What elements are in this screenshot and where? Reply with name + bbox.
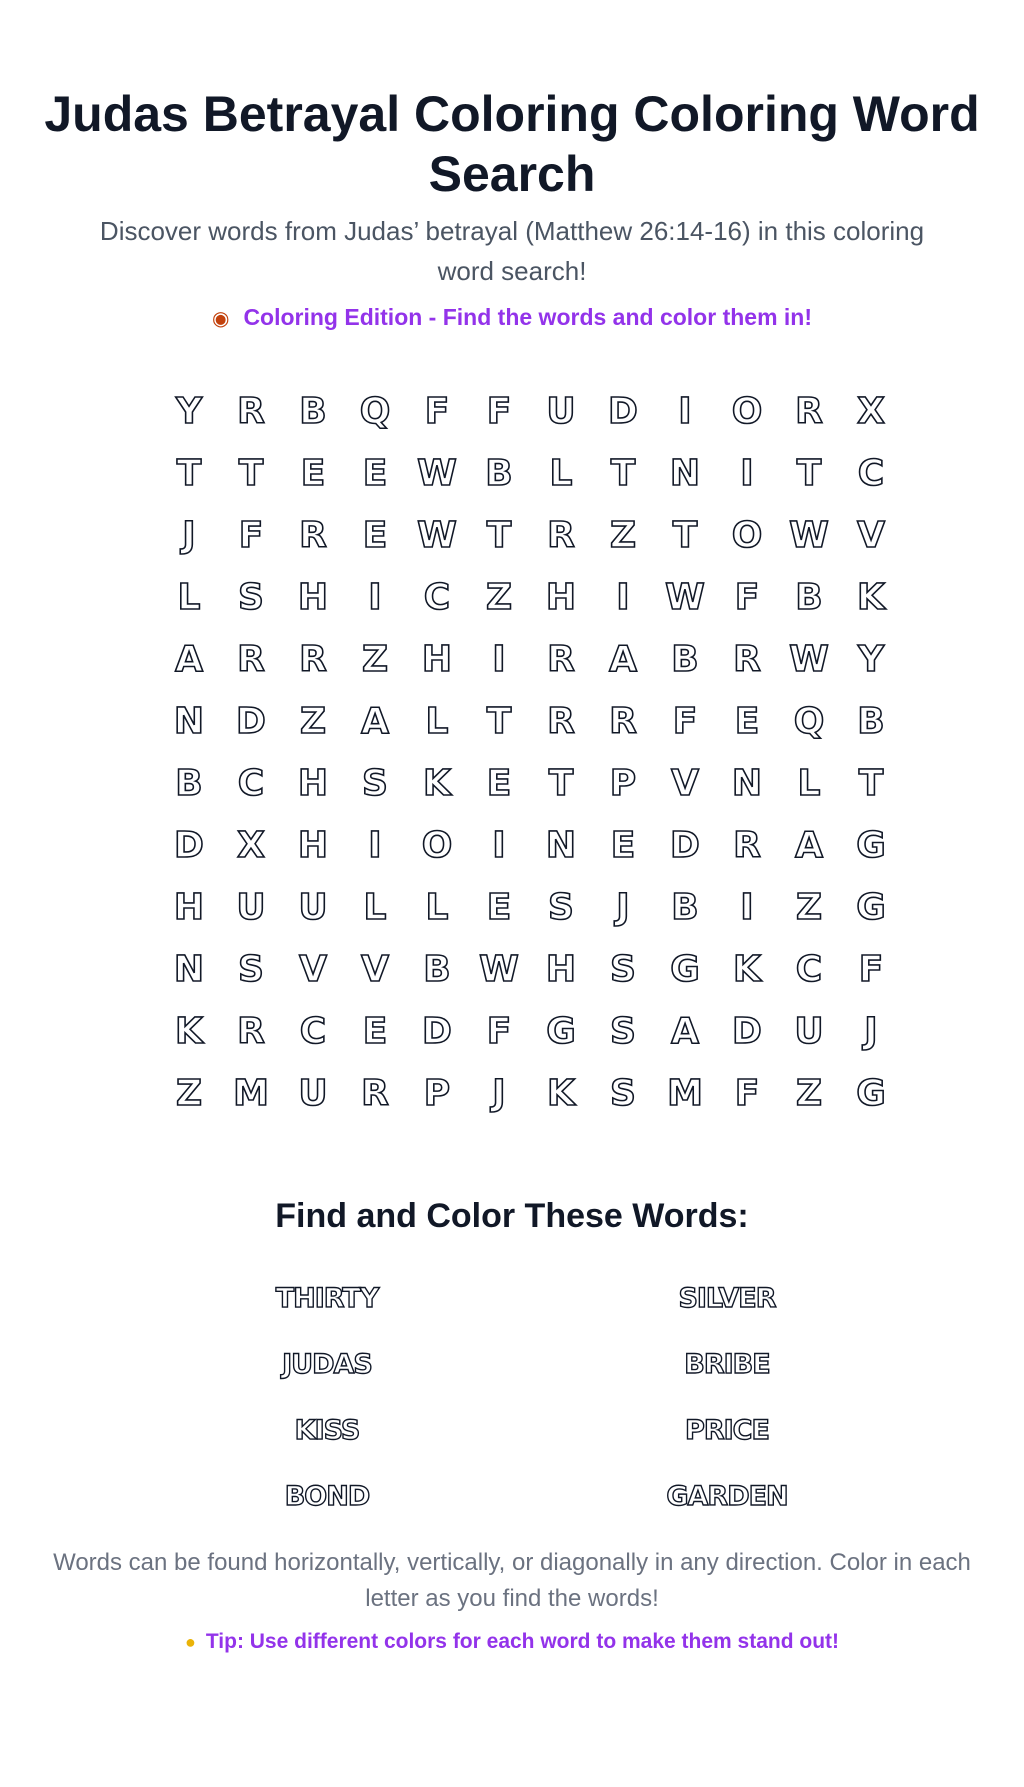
grid-cell[interactable]: U [298, 886, 328, 928]
grid-cell[interactable]: V [857, 514, 885, 556]
tip-text: Tip: Use different colors for each word to make them stand out! [205, 1630, 840, 1653]
grid-cell[interactable]: D [670, 824, 700, 866]
grid-cell[interactable]: B [423, 948, 451, 990]
grid-cell[interactable]: G [546, 1010, 576, 1052]
grid-cell[interactable]: F [424, 390, 450, 432]
grid-cell[interactable]: T [858, 762, 884, 804]
grid-cell[interactable]: R [299, 638, 327, 680]
grid-cell[interactable]: E [486, 886, 512, 928]
grid-cell[interactable]: Y [175, 390, 203, 432]
grid-cell[interactable]: H [545, 576, 577, 618]
grid-cell[interactable]: D [422, 1010, 452, 1052]
grid-cell[interactable]: F [858, 948, 884, 990]
grid-cell[interactable]: O [731, 514, 763, 556]
grid-cell[interactable]: E [362, 514, 388, 556]
grid-cell[interactable]: R [547, 638, 575, 680]
grid-cell[interactable]: I [740, 452, 754, 494]
grid-cell[interactable]: Y [857, 638, 885, 680]
grid-cell[interactable]: R [733, 824, 761, 866]
grid-cell[interactable]: C [795, 948, 823, 990]
grid-cell[interactable]: U [298, 1072, 328, 1114]
grid-cell[interactable]: Z [795, 1072, 823, 1114]
grid-cell[interactable]: R [609, 700, 637, 742]
grid-cell[interactable]: L [797, 762, 821, 804]
grid-cell[interactable]: Z [609, 514, 637, 556]
grid-cell[interactable]: P [423, 1072, 451, 1114]
grid-cell[interactable]: E [300, 452, 326, 494]
grid-cell[interactable]: R [237, 1010, 265, 1052]
word-list-item: BOND [284, 1480, 370, 1512]
grid-cell[interactable]: D [174, 824, 204, 866]
grid-cell[interactable]: P [609, 762, 637, 804]
grid-cell[interactable]: T [238, 452, 264, 494]
grid-cell[interactable]: G [856, 886, 886, 928]
grid-cell[interactable]: I [368, 576, 382, 618]
lightbulb-icon: ● [184, 1632, 196, 1652]
grid-cell[interactable]: A [795, 824, 823, 866]
word-list [127, 1265, 927, 1529]
grid-cell[interactable]: J [182, 514, 196, 556]
grid-cell[interactable]: H [173, 886, 205, 928]
grid-cell[interactable]: B [175, 762, 203, 804]
grid-cell[interactable]: U [546, 390, 576, 432]
grid-cell[interactable]: S [238, 948, 264, 990]
grid-cell[interactable]: A [609, 638, 637, 680]
grid-cell[interactable]: L [425, 700, 449, 742]
grid-cell[interactable]: S [362, 762, 388, 804]
grid-cell[interactable]: I [492, 638, 506, 680]
grid-cell[interactable]: T [548, 762, 574, 804]
grid-cell[interactable]: B [299, 390, 327, 432]
page-subtitle: Discover words from Judas’ betrayal (Matthew 26:14-16) in this coloring word search! [99, 216, 925, 286]
grid-cell[interactable]: J [492, 1072, 506, 1114]
grid-cell[interactable]: G [856, 1072, 886, 1114]
grid-cell[interactable]: L [363, 886, 387, 928]
grid-cell[interactable]: F [672, 700, 698, 742]
grid-cell[interactable]: W [417, 514, 457, 556]
grid-cell[interactable]: R [361, 1072, 389, 1114]
word-list-item: THIRTY [275, 1282, 379, 1314]
grid-cell[interactable]: C [857, 452, 885, 494]
grid-cell[interactable]: U [236, 886, 266, 928]
grid-cell[interactable]: F [734, 1072, 760, 1114]
grid-cell[interactable]: R [299, 514, 327, 556]
grid-cell[interactable]: L [425, 886, 449, 928]
instructions-text: Words can be found horizontally, vertically, or diagonally in any direction. Color in each letter as you find the words! [53, 1549, 971, 1612]
grid-cell[interactable]: T [672, 514, 698, 556]
grid-cell[interactable]: N [173, 948, 205, 990]
grid-cell[interactable]: N [731, 762, 763, 804]
grid-cell[interactable]: F [238, 514, 264, 556]
grid-cell[interactable]: H [421, 638, 453, 680]
grid-cell[interactable]: D [732, 1010, 762, 1052]
grid-cell[interactable]: O [731, 390, 763, 432]
grid-cell[interactable]: J [864, 1010, 878, 1052]
grid-cell[interactable]: A [175, 638, 203, 680]
grid-cell[interactable]: Z [299, 700, 327, 742]
edition-banner [0, 302, 1024, 334]
grid-cell[interactable]: M [233, 1072, 269, 1114]
grid-cell[interactable]: S [548, 886, 574, 928]
grid-cell[interactable]: K [175, 1010, 203, 1052]
grid-cell[interactable]: N [669, 452, 701, 494]
grid-cell[interactable]: Z [485, 576, 513, 618]
grid-cell[interactable]: H [545, 948, 577, 990]
grid-cell[interactable]: R [795, 390, 823, 432]
grid-cell[interactable]: X [237, 824, 265, 866]
grid-cell[interactable]: U [794, 1010, 824, 1052]
grid-cell[interactable]: I [616, 576, 630, 618]
grid-cell[interactable]: C [423, 576, 451, 618]
grid-cell[interactable]: K [857, 576, 885, 618]
grid-cell[interactable]: Z [795, 886, 823, 928]
grid-cell[interactable]: O [421, 824, 453, 866]
page-title: Judas Betrayal Coloring Coloring Word Search [44, 86, 980, 202]
grid-cell[interactable]: N [173, 700, 205, 742]
grid-cell[interactable]: E [734, 700, 760, 742]
grid-cell[interactable]: E [610, 824, 636, 866]
word-list-item: JUDAS [282, 1348, 372, 1380]
grid-cell[interactable]: F [486, 390, 512, 432]
grid-cell[interactable]: R [547, 514, 575, 556]
grid-cell[interactable]: F [734, 576, 760, 618]
grid-cell[interactable]: S [238, 576, 264, 618]
word-list-item: SILVER [678, 1282, 776, 1314]
grid-cell[interactable]: B [671, 638, 699, 680]
letter-grid [158, 380, 902, 1124]
word-list-title: Find and Color These Words: [275, 1197, 749, 1235]
grid-cell[interactable]: K [423, 762, 451, 804]
grid-cell[interactable]: A [361, 700, 389, 742]
grid-cell[interactable]: J [616, 886, 630, 928]
grid-cell[interactable]: B [485, 452, 513, 494]
grid-cell[interactable]: D [236, 700, 266, 742]
grid-cell[interactable]: T [176, 452, 202, 494]
grid-cell[interactable]: A [671, 1010, 699, 1052]
grid-cell[interactable]: W [479, 948, 519, 990]
grid-cell[interactable]: K [733, 948, 761, 990]
grid-cell[interactable]: K [547, 1072, 575, 1114]
grid-cell[interactable]: H [297, 762, 329, 804]
grid-cell[interactable]: N [545, 824, 577, 866]
grid-cell[interactable]: W [417, 452, 457, 494]
grid-cell[interactable]: V [299, 948, 327, 990]
grid-cell[interactable]: E [486, 762, 512, 804]
grid-cell[interactable]: R [237, 638, 265, 680]
grid-cell[interactable]: C [237, 762, 265, 804]
grid-cell[interactable]: X [857, 390, 885, 432]
grid-cell[interactable]: C [299, 1010, 327, 1052]
grid-cell[interactable]: R [547, 700, 575, 742]
grid-cell[interactable]: B [795, 576, 823, 618]
grid-cell[interactable]: S [610, 1010, 636, 1052]
grid-cell[interactable]: W [789, 638, 829, 680]
grid-cell[interactable]: H [297, 576, 329, 618]
word-list-item: KISS [294, 1414, 360, 1446]
grid-cell[interactable]: M [667, 1072, 703, 1114]
grid-cell[interactable]: I [368, 824, 382, 866]
grid-cell[interactable]: W [665, 576, 705, 618]
grid-cell[interactable]: H [297, 824, 329, 866]
grid-cell[interactable]: I [678, 390, 692, 432]
grid-cell[interactable]: L [549, 452, 573, 494]
grid-cell[interactable]: B [671, 886, 699, 928]
grid-cell[interactable]: V [361, 948, 389, 990]
grid-cell[interactable]: L [177, 576, 201, 618]
grid-cell[interactable]: Q [359, 390, 391, 432]
grid-cell[interactable]: R [237, 390, 265, 432]
grid-cell[interactable]: F [486, 1010, 512, 1052]
grid-cell[interactable]: T [486, 700, 512, 742]
word-list-item: GARDEN [666, 1480, 788, 1512]
grid-cell[interactable]: E [362, 1010, 388, 1052]
grid-cell[interactable]: S [610, 1072, 636, 1114]
grid-cell[interactable]: T [486, 514, 512, 556]
palette-icon: ◉ [211, 308, 230, 330]
grid-cell[interactable]: Z [361, 638, 389, 680]
grid-cell[interactable]: R [733, 638, 761, 680]
grid-cell[interactable]: E [362, 452, 388, 494]
grid-cell[interactable]: Q [793, 700, 825, 742]
grid-cell[interactable]: Z [175, 1072, 203, 1114]
grid-cell[interactable]: T [796, 452, 822, 494]
grid-cell[interactable]: W [789, 514, 829, 556]
grid-cell[interactable]: B [857, 700, 885, 742]
grid-cell[interactable]: D [608, 390, 638, 432]
grid-cell[interactable]: T [610, 452, 636, 494]
grid-cell[interactable]: I [492, 824, 506, 866]
tip-banner [0, 1627, 1024, 1657]
grid-cell[interactable]: I [740, 886, 754, 928]
word-list-item: BRIBE [684, 1348, 770, 1380]
grid-cell[interactable]: G [856, 824, 886, 866]
grid-cell[interactable]: G [670, 948, 700, 990]
edition-text: Coloring Edition - Find the words and color them in! [243, 304, 813, 330]
grid-cell[interactable]: S [610, 948, 636, 990]
word-list-item: PRICE [685, 1414, 769, 1446]
grid-cell[interactable]: V [671, 762, 699, 804]
